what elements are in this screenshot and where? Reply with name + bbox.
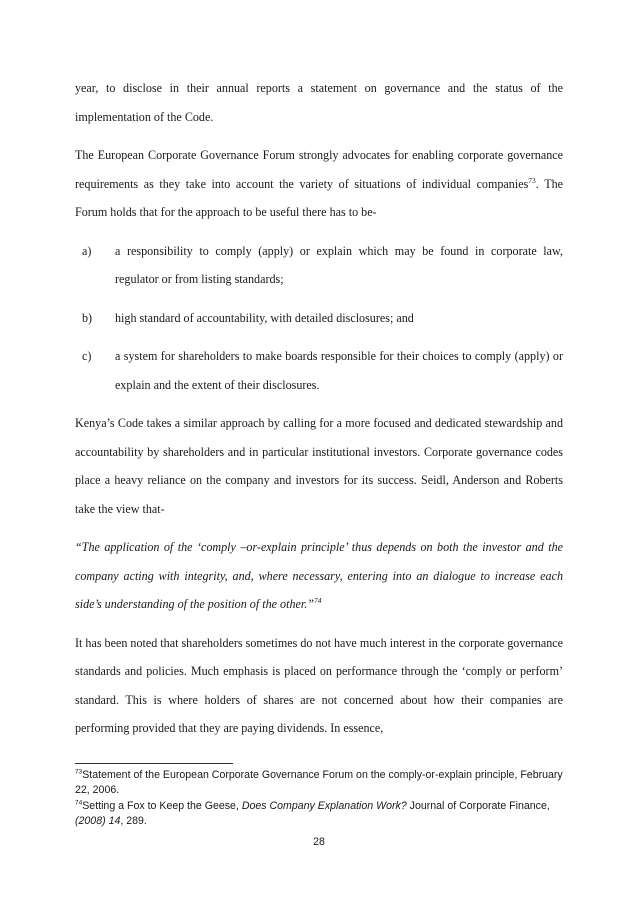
footnote-divider <box>75 763 233 764</box>
list-item-label: b) <box>82 310 93 325</box>
footnote-journal: Journal of Corporate Finance, <box>406 800 550 812</box>
paragraph-1: year, to disclose in their annual reports a statement on governance and the status of the implementation of the Code. <box>75 81 563 124</box>
list-item-text: high standard of accountability, with detailed disclosures; and <box>115 310 414 325</box>
footnote-text: Setting a Fox to Keep the Geese, <box>82 800 242 812</box>
footnote-marker: 73 <box>75 768 83 776</box>
list-item <box>75 342 563 399</box>
footnote-marker: 74 <box>75 799 83 807</box>
paragraph-3: Kenya’s Code takes a similar approach by calling for a more focused and dedicated stewardship and accountability by shareholders and in particular institutional investors. Corporate governance codes place a heavy reliance on the company and investors for its success. Seidl, Anderson and Roberts take the view that- <box>75 416 563 516</box>
list-item-text: a responsibility to comply (apply) or explain which may be found in corporate law, regulator or from listing standards; <box>115 243 563 286</box>
list-item <box>75 304 563 333</box>
list-item-label: c) <box>82 349 92 363</box>
footnote-text: Statement of the European Corporate Governance Forum on the comply-or-explain principle, February 22, 2006. <box>75 769 563 796</box>
footnote-page: , 289. <box>120 814 147 827</box>
footnote-article-title: Does Company Explanation Work? <box>241 800 407 812</box>
paragraph-2 <box>75 141 563 227</box>
body-text <box>75 74 563 753</box>
footnote-74 <box>75 799 563 828</box>
requirements-list <box>75 237 563 400</box>
list-item-text: a system for shareholders to make boards responsible for their choices to comply (apply) or explain and the extent of their disclosures. <box>115 349 563 392</box>
paragraph-2-text-end: . The Forum holds that for the approach to be useful there has to be- <box>75 176 563 219</box>
paragraph-4: It has been noted that shareholders sometimes do not have much interest in the corporate governance standards and policies. Much emphasis is placed on performance through the ‘comply or perform’ standard. This is where holders of shares are not concerned about how their companies are performing provided that they are paying dividends. In essence, <box>75 635 563 735</box>
footnotes <box>75 768 563 830</box>
quote-text: “The application of the ‘comply –or-explain principle’ thus depends on both the investor and the company acting with integrity, and, where necessary, entering into an dialogue to increase each side’s understanding of the position of the other.” <box>75 540 563 611</box>
paragraph-2-text: The European Corporate Governance Forum strongly advocates for enabling corporate governance requirements as they take into account the variety of situations of individual companies <box>75 148 563 191</box>
list-item <box>75 237 563 294</box>
page-number: 28 <box>313 836 325 848</box>
block-quote <box>75 533 563 619</box>
footnote-volume: (2008) 14 <box>75 814 121 827</box>
list-item-label: a) <box>82 243 92 258</box>
footnote-ref-73[interactable]: 73 <box>528 175 536 185</box>
footnote-ref-74[interactable]: 74 <box>313 595 322 605</box>
footnote-73 <box>75 768 563 797</box>
